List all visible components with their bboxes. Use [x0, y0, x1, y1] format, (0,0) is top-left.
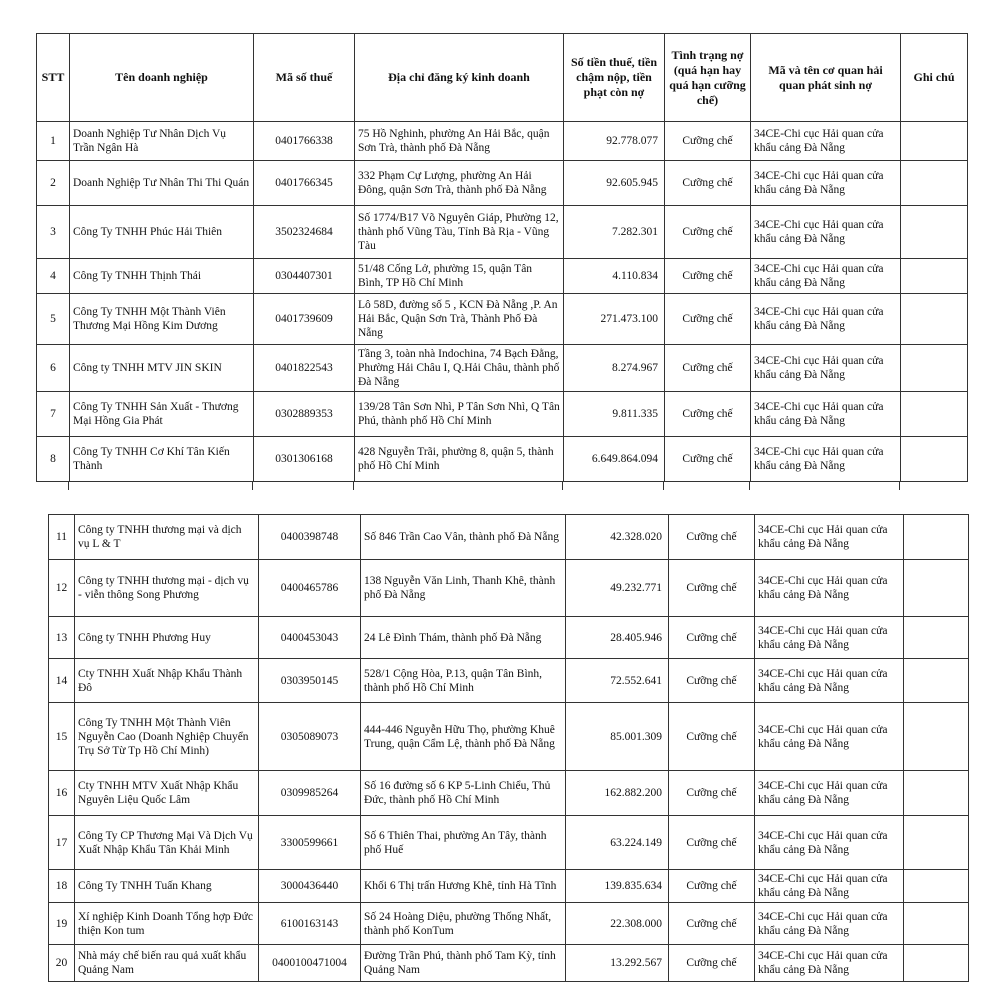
- cell-address: 24 Lê Đình Thám, thành phố Đà Nẵng: [361, 617, 566, 659]
- cell-name: Công ty TNHH thương mại và dịch vụ L & T: [75, 515, 259, 560]
- header-agency: Mã và tên cơ quan hải quan phát sinh nợ: [751, 34, 901, 122]
- cell-amount: 4.110.834: [564, 259, 665, 294]
- table-row: [37, 259, 968, 294]
- cell-stt: 2: [37, 161, 70, 206]
- cell-amount: 63.224.149: [566, 816, 669, 870]
- debt-table-top: [36, 33, 968, 482]
- cell-tax: 6100163143: [259, 903, 361, 945]
- cell-name: Công ty TNHH thương mại - dịch vụ - viễn thông Song Phương: [75, 560, 259, 617]
- cell-tax: 0401822543: [254, 345, 355, 392]
- header-stt: STT: [37, 34, 70, 122]
- table-row: [49, 703, 969, 771]
- cell-status: Cưỡng chế: [669, 659, 755, 703]
- cell-name: Công Ty CP Thương Mại Và Dịch Vụ Xuất Nhập Khẩu Tân Khải Minh: [75, 816, 259, 870]
- cell-agency: 34CE-Chi cục Hải quan cửa khẩu cảng Đà Nẵng: [751, 259, 901, 294]
- table-row: [49, 870, 969, 903]
- cell-agency: 34CE-Chi cục Hải quan cửa khẩu cảng Đà Nẵng: [755, 816, 904, 870]
- cell-status: Cưỡng chế: [669, 617, 755, 659]
- cell-status: Cưỡng chế: [665, 345, 751, 392]
- cell-note: [904, 903, 969, 945]
- cell-note: [904, 617, 969, 659]
- cell-address: Tầng 3, toàn nhà Indochina, 74 Bạch Đằng, Phường Hải Châu I, Q.Hải Châu, thành phố Đà Nẵng: [355, 345, 564, 392]
- cell-stt: 5: [37, 294, 70, 345]
- cell-status: Cưỡng chế: [669, 945, 755, 982]
- cell-stt: 20: [49, 945, 75, 982]
- cell-address: 332 Phạm Cự Lượng, phường An Hải Đông, quận Sơn Trà, thành phố Đà Nẵng: [355, 161, 564, 206]
- cell-stt: 19: [49, 903, 75, 945]
- cell-tax: 0401766338: [254, 122, 355, 161]
- cell-name: Công Ty TNHH Thịnh Thái: [70, 259, 254, 294]
- table-row: [37, 437, 968, 482]
- cell-stt: 8: [37, 437, 70, 482]
- cell-agency: 34CE-Chi cục Hải quan cửa khẩu cảng Đà Nẵng: [755, 870, 904, 903]
- cell-address: Số 846 Trần Cao Vân, thành phố Đà Nẵng: [361, 515, 566, 560]
- cell-amount: 22.308.000: [566, 903, 669, 945]
- cell-amount: 42.328.020: [566, 515, 669, 560]
- cell-note: [904, 816, 969, 870]
- table-row: [37, 392, 968, 437]
- cell-note: [901, 161, 968, 206]
- cell-address: Số 24 Hoàng Diệu, phường Thống Nhất, thành phố KonTum: [361, 903, 566, 945]
- cell-name: Cty TNHH Xuất Nhập Khẩu Thành Đô: [75, 659, 259, 703]
- cell-status: Cưỡng chế: [665, 161, 751, 206]
- cell-agency: 34CE-Chi cục Hải quan cửa khẩu cảng Đà Nẵng: [755, 659, 904, 703]
- cell-tax: 0400453043: [259, 617, 361, 659]
- cell-agency: 34CE-Chi cục Hải quan cửa khẩu cảng Đà Nẵng: [755, 771, 904, 816]
- cell-stt: 1: [37, 122, 70, 161]
- cell-status: Cưỡng chế: [669, 560, 755, 617]
- cell-tax: 3300599661: [259, 816, 361, 870]
- cell-name: Công Ty TNHH Sản Xuất - Thương Mại Hồng Gia Phát: [70, 392, 254, 437]
- cell-amount: 6.649.864.094: [564, 437, 665, 482]
- cell-stt: 3: [37, 206, 70, 259]
- cell-tax: 0400465786: [259, 560, 361, 617]
- cell-tax: 0401739609: [254, 294, 355, 345]
- table-row: [49, 903, 969, 945]
- cell-address: Số 6 Thiên Thai, phường An Tây, thành phố Huế: [361, 816, 566, 870]
- cell-note: [904, 560, 969, 617]
- cell-amount: 92.605.945: [564, 161, 665, 206]
- header-amount: Số tiền thuế, tiền chậm nộp, tiền phạt còn nợ: [564, 34, 665, 122]
- cell-amount: 85.001.309: [566, 703, 669, 771]
- cell-amount: 28.405.946: [566, 617, 669, 659]
- cell-tax: 0303950145: [259, 659, 361, 703]
- table-row: [49, 945, 969, 982]
- cell-address: 75 Hồ Nghinh, phường An Hải Bắc, quận Sơn Trà, thành phố Đà Nẵng: [355, 122, 564, 161]
- cell-amount: 139.835.634: [566, 870, 669, 903]
- cell-address: Lô 58D, đường số 5 , KCN Đà Nẵng ,P. An Hải Bắc, Quận Sơn Trà, Thành Phố Đà Nẵng: [355, 294, 564, 345]
- cell-note: [904, 945, 969, 982]
- cell-amount: 9.811.335: [564, 392, 665, 437]
- cell-status: Cưỡng chế: [669, 870, 755, 903]
- cell-address: 138 Nguyễn Văn Linh, Thanh Khê, thành phố Đà Nẵng: [361, 560, 566, 617]
- cell-stt: 13: [49, 617, 75, 659]
- debt-table-bottom: [48, 514, 969, 982]
- cell-stt: 17: [49, 816, 75, 870]
- cell-name: Xí nghiệp Kinh Doanh Tổng hợp Đức thiện Kon tum: [75, 903, 259, 945]
- cell-stt: 11: [49, 515, 75, 560]
- table-row: [37, 206, 968, 259]
- cell-name: Công ty TNHH Phương Huy: [75, 617, 259, 659]
- cell-note: [904, 515, 969, 560]
- cell-status: Cưỡng chế: [665, 437, 751, 482]
- cell-note: [901, 437, 968, 482]
- cell-name: Doanh Nghiệp Tư Nhân Dịch Vụ Trần Ngân Hà: [70, 122, 254, 161]
- cell-amount: 13.292.567: [566, 945, 669, 982]
- cell-agency: 34CE-Chi cục Hải quan cửa khẩu cảng Đà Nẵng: [751, 294, 901, 345]
- table-row: [49, 816, 969, 870]
- header-tax: Mã số thuế: [254, 34, 355, 122]
- cell-amount: 7.282.301: [564, 206, 665, 259]
- cell-status: Cưỡng chế: [665, 122, 751, 161]
- cell-stt: 12: [49, 560, 75, 617]
- cell-tax: 0305089073: [259, 703, 361, 771]
- cell-address: Khối 6 Thị trấn Hương Khê, tỉnh Hà Tĩnh: [361, 870, 566, 903]
- cell-agency: 34CE-Chi cục Hải quan cửa khẩu cảng Đà Nẵng: [755, 703, 904, 771]
- cell-agency: 34CE-Chi cục Hải quan cửa khẩu cảng Đà Nẵng: [755, 903, 904, 945]
- cell-note: [904, 659, 969, 703]
- table-row: [49, 515, 969, 560]
- cell-note: [901, 259, 968, 294]
- cell-address: 428 Nguyễn Trãi, phường 8, quận 5, thành phố Hồ Chí Minh: [355, 437, 564, 482]
- cell-amount: 72.552.641: [566, 659, 669, 703]
- cell-tax: 0401766345: [254, 161, 355, 206]
- cell-name: Doanh Nghiệp Tư Nhân Thi Thi Quán: [70, 161, 254, 206]
- cell-note: [904, 703, 969, 771]
- cell-address: 444-446 Nguyễn Hữu Thọ, phường Khuê Trung, quận Cẩm Lệ, thành phố Đà Nẵng: [361, 703, 566, 771]
- header-status: Tình trạng nợ (quá hạn hay quá hạn cưỡng chế): [665, 34, 751, 122]
- table-row: [49, 560, 969, 617]
- table-row: [37, 345, 968, 392]
- cell-address: 139/28 Tân Sơn Nhì, P Tân Sơn Nhì, Q Tân Phú, thành phố Hồ Chí Minh: [355, 392, 564, 437]
- cell-agency: 34CE-Chi cục Hải quan cửa khẩu cảng Đà Nẵng: [755, 515, 904, 560]
- table-row: [49, 659, 969, 703]
- cell-name: Công Ty TNHH Cơ Khí Tân Kiến Thành: [70, 437, 254, 482]
- cell-note: [904, 771, 969, 816]
- cell-status: Cưỡng chế: [669, 515, 755, 560]
- table-row: [49, 617, 969, 659]
- cell-stt: 16: [49, 771, 75, 816]
- cell-name: Công ty TNHH MTV JIN SKIN: [70, 345, 254, 392]
- cell-status: Cưỡng chế: [669, 816, 755, 870]
- cell-status: Cưỡng chế: [665, 294, 751, 345]
- cell-tax: 0304407301: [254, 259, 355, 294]
- cell-tax: 0301306168: [254, 437, 355, 482]
- cell-note: [901, 122, 968, 161]
- cell-name: Công Ty TNHH Tuấn Khang: [75, 870, 259, 903]
- cell-note: [901, 294, 968, 345]
- header-row: [37, 34, 968, 122]
- table-row: [49, 771, 969, 816]
- cell-status: Cưỡng chế: [669, 771, 755, 816]
- header-address: Địa chỉ đăng ký kinh doanh: [355, 34, 564, 122]
- cell-stt: 18: [49, 870, 75, 903]
- cell-note: [901, 206, 968, 259]
- cell-agency: 34CE-Chi cục Hải quan cửa khẩu cảng Đà Nẵng: [751, 206, 901, 259]
- cell-stt: 7: [37, 392, 70, 437]
- cell-amount: 92.778.077: [564, 122, 665, 161]
- cell-name: Nhà máy chế biến rau quả xuất khẩu Quảng Nam: [75, 945, 259, 982]
- cell-address: Số 16 đường số 6 KP 5-Linh Chiểu, Thủ Đức, thành phố Hồ Chí Minh: [361, 771, 566, 816]
- cell-name: Công Ty TNHH Một Thành Viên Nguyễn Cao (Doanh Nghiệp Chuyển Trụ Sở Từ Tp Hồ Chí Minh): [75, 703, 259, 771]
- cell-tax: 3502324684: [254, 206, 355, 259]
- cell-agency: 34CE-Chi cục Hải quan cửa khẩu cảng Đà Nẵng: [751, 392, 901, 437]
- cell-name: Công Ty TNHH Một Thành Viên Thương Mại Hồng Kim Dương: [70, 294, 254, 345]
- cell-agency: 34CE-Chi cục Hải quan cửa khẩu cảng Đà Nẵng: [751, 122, 901, 161]
- cell-address: 528/1 Cộng Hòa, P.13, quận Tân Bình, thành phố Hồ Chí Minh: [361, 659, 566, 703]
- table-row: [37, 294, 968, 345]
- cell-stt: 4: [37, 259, 70, 294]
- cell-tax: 3000436440: [259, 870, 361, 903]
- cell-status: Cưỡng chế: [665, 392, 751, 437]
- cell-tax: 0302889353: [254, 392, 355, 437]
- cell-status: Cưỡng chế: [665, 259, 751, 294]
- cell-name: Công Ty TNHH Phúc Hải Thiên: [70, 206, 254, 259]
- cell-status: Cưỡng chế: [669, 903, 755, 945]
- cell-agency: 34CE-Chi cục Hải quan cửa khẩu cảng Đà Nẵng: [751, 437, 901, 482]
- cell-status: Cưỡng chế: [665, 206, 751, 259]
- table-row: [37, 161, 968, 206]
- cell-name: Cty TNHH MTV Xuất Nhập Khẩu Nguyên Liệu Quốc Lâm: [75, 771, 259, 816]
- cell-note: [901, 392, 968, 437]
- cell-stt: 15: [49, 703, 75, 771]
- cell-tax: 0309985264: [259, 771, 361, 816]
- cell-note: [904, 870, 969, 903]
- cell-tax: 0400100471004: [259, 945, 361, 982]
- cell-stt: 6: [37, 345, 70, 392]
- header-name: Tên doanh nghiệp: [70, 34, 254, 122]
- header-note: Ghi chú: [901, 34, 968, 122]
- cell-address: Số 1774/B17 Võ Nguyên Giáp, Phường 12, thành phố Vũng Tàu, Tỉnh Bà Rịa - Vũng Tàu: [355, 206, 564, 259]
- cell-agency: 34CE-Chi cục Hải quan cửa khẩu cảng Đà Nẵng: [755, 560, 904, 617]
- cell-amount: 162.882.200: [566, 771, 669, 816]
- cell-tax: 0400398748: [259, 515, 361, 560]
- table-row: [37, 122, 968, 161]
- cell-agency: 34CE-Chi cục Hải quan cửa khẩu cảng Đà Nẵng: [751, 161, 901, 206]
- cell-agency: 34CE-Chi cục Hải quan cửa khẩu cảng Đà Nẵng: [755, 945, 904, 982]
- cell-amount: 8.274.967: [564, 345, 665, 392]
- cell-amount: 271.473.100: [564, 294, 665, 345]
- cell-amount: 49.232.771: [566, 560, 669, 617]
- cell-address: 51/48 Cống Lở, phường 15, quận Tân Bình, TP Hồ Chí Minh: [355, 259, 564, 294]
- cell-agency: 34CE-Chi cục Hải quan cửa khẩu cảng Đà Nẵng: [751, 345, 901, 392]
- cell-note: [901, 345, 968, 392]
- cell-stt: 14: [49, 659, 75, 703]
- cut-strip: [36, 482, 967, 492]
- cell-agency: 34CE-Chi cục Hải quan cửa khẩu cảng Đà Nẵng: [755, 617, 904, 659]
- cell-status: Cưỡng chế: [669, 703, 755, 771]
- cell-address: Đường Trần Phú, thành phố Tam Kỳ, tỉnh Quảng Nam: [361, 945, 566, 982]
